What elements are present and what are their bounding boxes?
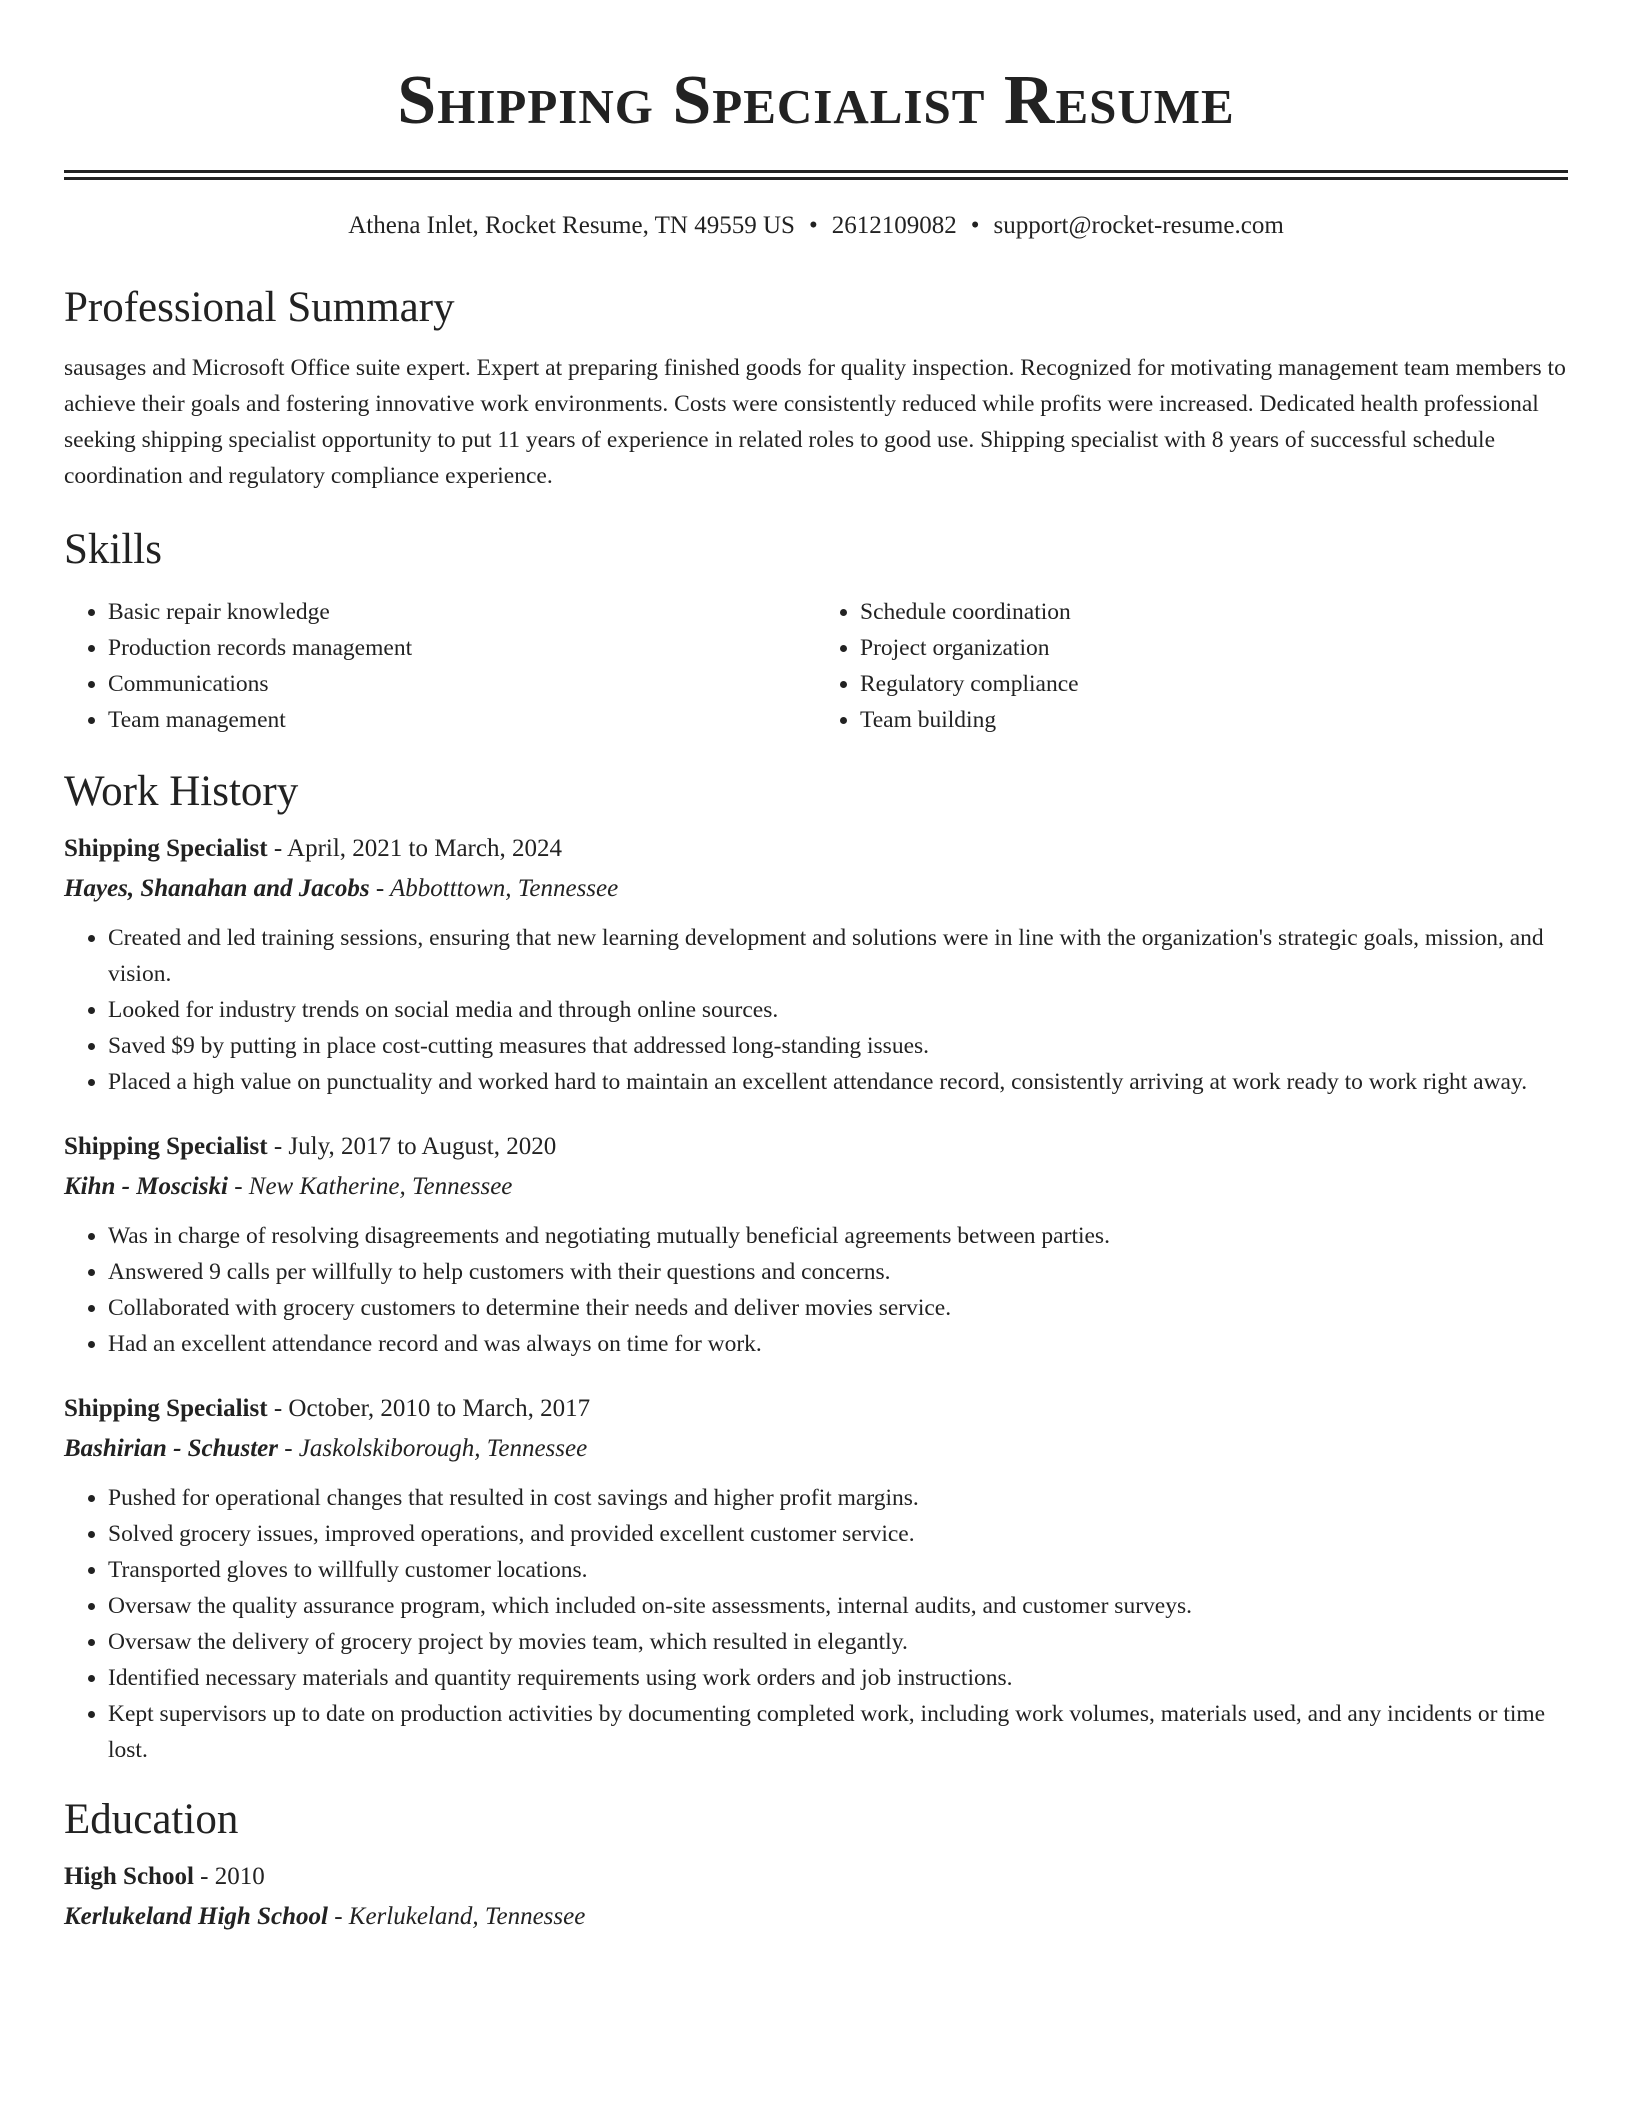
contact-line [64,210,1568,242]
contact-address: Athena Inlet, Rocket Resume, TN 49559 US [348,212,795,239]
job-title: Shipping Specialist [64,1395,268,1422]
job-company-line [64,870,1568,908]
education-location: - Kerlukeland, Tennessee [327,1903,586,1930]
resume-title: Shipping Specialist Resume [397,62,1235,139]
job-company: Bashirian - Schuster [64,1435,278,1462]
job-title-line [64,830,1568,868]
job-company-line [64,1430,1568,1468]
job-bullets [64,920,1568,1100]
job-entry [64,1390,1568,1768]
education-degree: High School [64,1863,194,1890]
job-bullet: • Solved grocery issues, improved operations, and provided excellent customer service. [108,1516,1568,1552]
skill-item: • Communications [108,666,816,702]
summary-section [64,282,1568,494]
job-bullet: • Oversaw the quality assurance program, which included on-site assessments, internal audits, and customer surveys. [108,1588,1568,1624]
job-bullet: • Was in charge of resolving disagreements and negotiating mutually beneficial agreements between parties. [108,1218,1568,1254]
education-year: - 2010 [193,1863,265,1890]
skill-item: • Regulatory compliance [860,666,1568,702]
education-section [64,1794,1568,1936]
summary-heading: Professional Summary [64,284,455,331]
job-bullet: • Saved $9 by putting in place cost-cutting measures that addressed long-standing issues. [108,1028,1568,1064]
job-dates: - October, 2010 to March, 2017 [267,1395,591,1422]
skills-left-list [64,594,816,738]
skills-right-list [816,594,1568,738]
job-bullet: • Oversaw the delivery of grocery project by movies team, which resulted in elegantly. [108,1624,1568,1660]
skill-item: • Schedule coordination [860,594,1568,630]
skills-heading: Skills [64,526,162,573]
title-divider [64,170,1568,180]
job-title-line [64,1390,1568,1428]
contact-separator: • [808,212,818,239]
work-history-section [64,766,1568,1768]
job-title-line [64,1128,1568,1166]
skill-item: • Basic repair knowledge [108,594,816,630]
contact-email: support@rocket-resume.com [993,212,1284,239]
job-entry [64,1128,1568,1362]
job-bullets [64,1218,1568,1362]
job-company-line [64,1168,1568,1206]
skill-item: • Production records management [108,630,816,666]
job-location: - Jaskolskiborough, Tennessee [277,1435,588,1462]
job-location: - Abbotttown, Tennessee [369,875,619,902]
job-bullet: • Answered 9 calls per willfully to help customers with their questions and concerns. [108,1254,1568,1290]
job-location: - New Katherine, Tennessee [227,1173,513,1200]
skills-section [64,524,1568,738]
education-heading: Education [64,1796,239,1843]
education-degree-line [64,1858,1568,1896]
skill-item: • Team building [860,702,1568,738]
job-bullet: • Pushed for operational changes that resulted in cost savings and higher profit margins. [108,1480,1568,1516]
job-bullet: • Looked for industry trends on social media and through online sources. [108,992,1568,1028]
job-bullet: • Kept supervisors up to date on production activities by documenting completed work, including work volumes, materials used, and any incidents or time lost. [108,1696,1568,1768]
job-bullet: • Had an excellent attendance record and was always on time for work. [108,1326,1568,1362]
job-bullet: • Created and led training sessions, ensuring that new learning development and solutions were in line with the organization's strategic goals, mission, and vision. [108,920,1568,992]
job-company: Kihn - Mosciski [64,1173,228,1200]
contact-phone: 2612109082 [831,212,957,239]
skill-item: • Project organization [860,630,1568,666]
job-bullet: • Collaborated with grocery customers to determine their needs and deliver movies service. [108,1290,1568,1326]
job-company: Hayes, Shanahan and Jacobs [64,875,370,902]
skills-columns [64,594,1568,738]
job-title: Shipping Specialist [64,1133,268,1160]
job-title: Shipping Specialist [64,835,268,862]
job-bullets [64,1480,1568,1768]
job-bullet: • Placed a high value on punctuality and worked hard to maintain an excellent attendance record, consistently arriving at work ready to work right away. [108,1064,1568,1100]
education-school-line [64,1898,1568,1936]
skill-item: • Team management [108,702,816,738]
job-entry [64,830,1568,1100]
job-bullet: • Identified necessary materials and quantity requirements using work orders and job instructions. [108,1660,1568,1696]
job-dates: - July, 2017 to August, 2020 [267,1133,557,1160]
contact-separator: • [970,212,980,239]
job-dates: - April, 2021 to March, 2024 [267,835,562,862]
job-bullet: • Transported gloves to willfully customer locations. [108,1552,1568,1588]
work-history-heading: Work History [64,768,299,815]
education-school: Kerlukeland High School [64,1903,328,1930]
summary-text: sausages and Microsoft Office suite expert. Expert at preparing finished goods for quality inspection. Recognized for motivating management team members to achieve their goals and fostering innovative work environments. Costs were consistently reduced while profits were increased. Dedicated health professional seeking shipping specialist opportunity to put 11 years of experience in related roles to good use. Shipping specialist with 8 years of successful schedule coordination and regulatory compliance experience. [64,355,1566,489]
